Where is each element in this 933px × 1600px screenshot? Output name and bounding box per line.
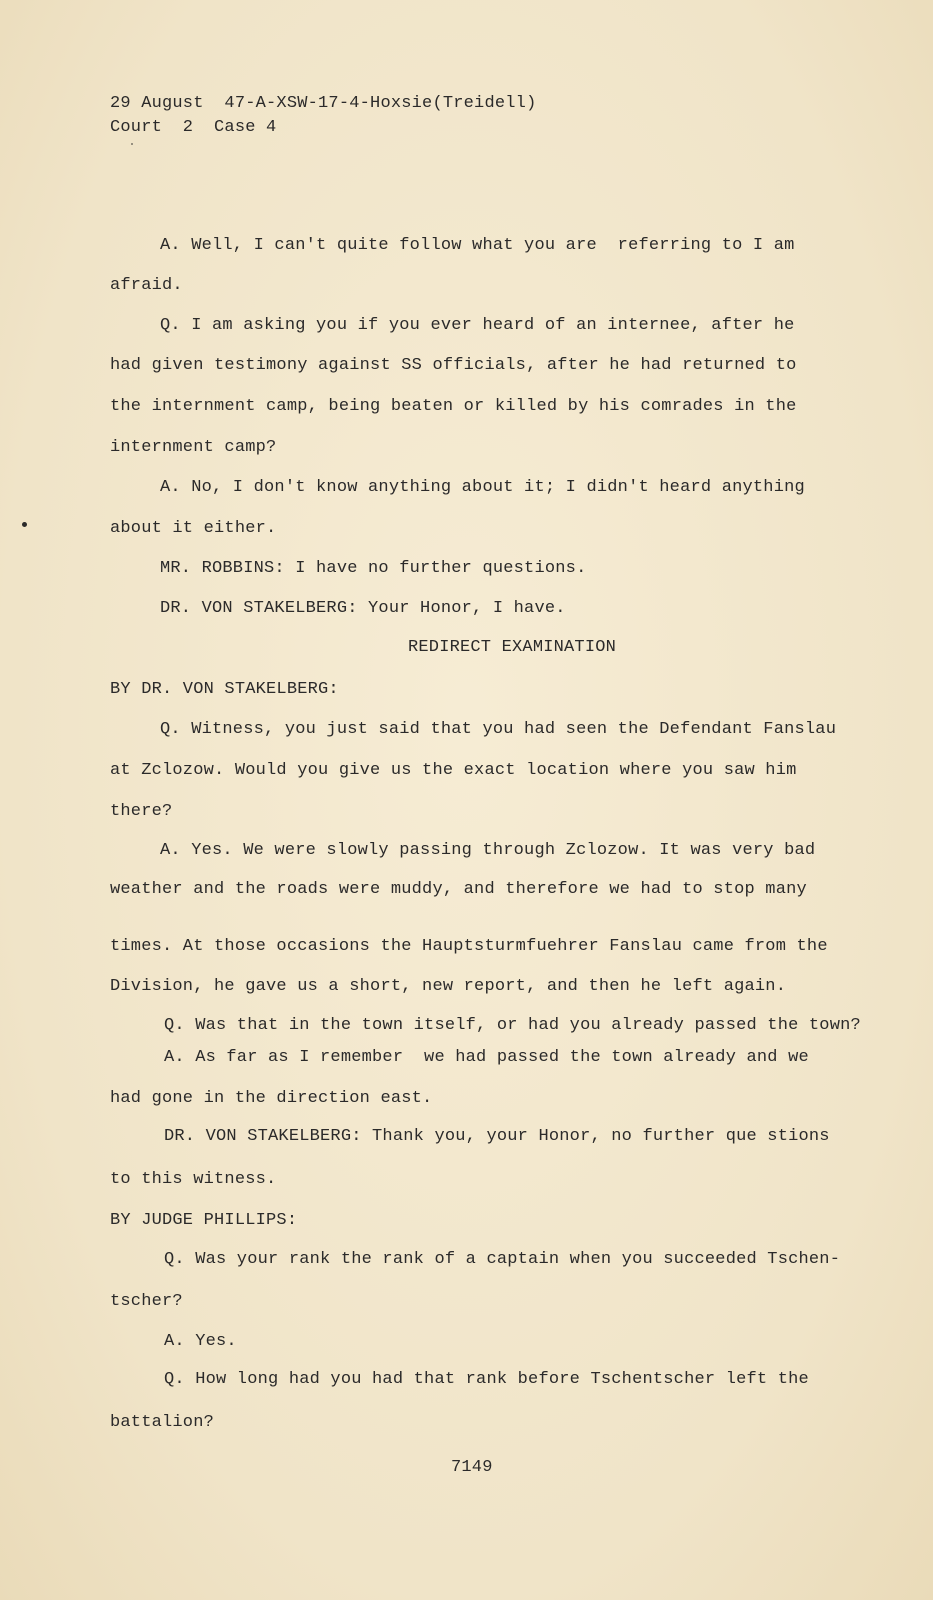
- transcript-line: A. Yes. We were slowly passing through Zclozow. It was very bad: [160, 841, 816, 860]
- transcript-line: had given testimony against SS officials, after he had returned to: [110, 356, 797, 375]
- transcript-line: internment camp?: [110, 438, 277, 457]
- transcript-line: weather and the roads were muddy, and therefore we had to stop many: [110, 880, 807, 899]
- transcript-line: at Zclozow. Would you give us the exact location where you saw him: [110, 761, 797, 780]
- transcript-line: A. As far as I remember we had passed the town already and we: [164, 1048, 809, 1067]
- header-date-case-line: 29 August 47-A-XSW-17-4-Hoxsie(Treidell): [110, 94, 537, 113]
- section-heading: REDIRECT EXAMINATION: [408, 638, 617, 657]
- ink-speck: [131, 143, 133, 145]
- transcript-line: MR. ROBBINS: I have no further questions.: [160, 559, 587, 578]
- transcript-line: about it either.: [110, 519, 277, 538]
- transcript-line: A. Yes.: [164, 1332, 237, 1351]
- transcript-line: there?: [110, 802, 173, 821]
- transcript-line: Division, he gave us a short, new report, and then he left again.: [110, 977, 787, 996]
- transcript-line: DR. VON STAKELBERG: Your Honor, I have.: [160, 599, 566, 618]
- transcript-line: Q. How long had you had that rank before Tschentscher left the: [164, 1370, 809, 1389]
- transcript-line: A. Well, I can't quite follow what you are referring to I am: [160, 236, 795, 255]
- transcript-line: A. No, I don't know anything about it; I didn't heard anything: [160, 478, 805, 497]
- transcript-line: Q. I am asking you if you ever heard of an internee, after he: [160, 316, 795, 335]
- transcript-line: Q. Was that in the town itself, or had you already passed the town?: [164, 1016, 861, 1035]
- transcript-line: Q. Was your rank the rank of a captain when you succeeded Tschen-: [164, 1250, 841, 1269]
- examiner-heading: BY JUDGE PHILLIPS:: [110, 1211, 298, 1230]
- transcript-line: had gone in the direction east.: [110, 1089, 433, 1108]
- ink-speck: [22, 522, 27, 527]
- transcript-line: times. At those occasions the Hauptsturmfuehrer Fanslau came from the: [110, 937, 828, 956]
- transcript-line: the internment camp, being beaten or killed by his comrades in the: [110, 397, 797, 416]
- transcript-line: Q. Witness, you just said that you had seen the Defendant Fanslau: [160, 720, 837, 739]
- transcript-line: tscher?: [110, 1292, 183, 1311]
- transcript-line: to this witness.: [110, 1170, 277, 1189]
- transcript-line: afraid.: [110, 276, 183, 295]
- examiner-heading: BY DR. VON STAKELBERG:: [110, 680, 339, 699]
- page-number: 7149: [451, 1458, 493, 1477]
- transcript-line: DR. VON STAKELBERG: Thank you, your Honor, no further que stions: [164, 1127, 830, 1146]
- header-court-case-line: Court 2 Case 4: [110, 118, 277, 137]
- transcript-line: battalion?: [110, 1413, 215, 1432]
